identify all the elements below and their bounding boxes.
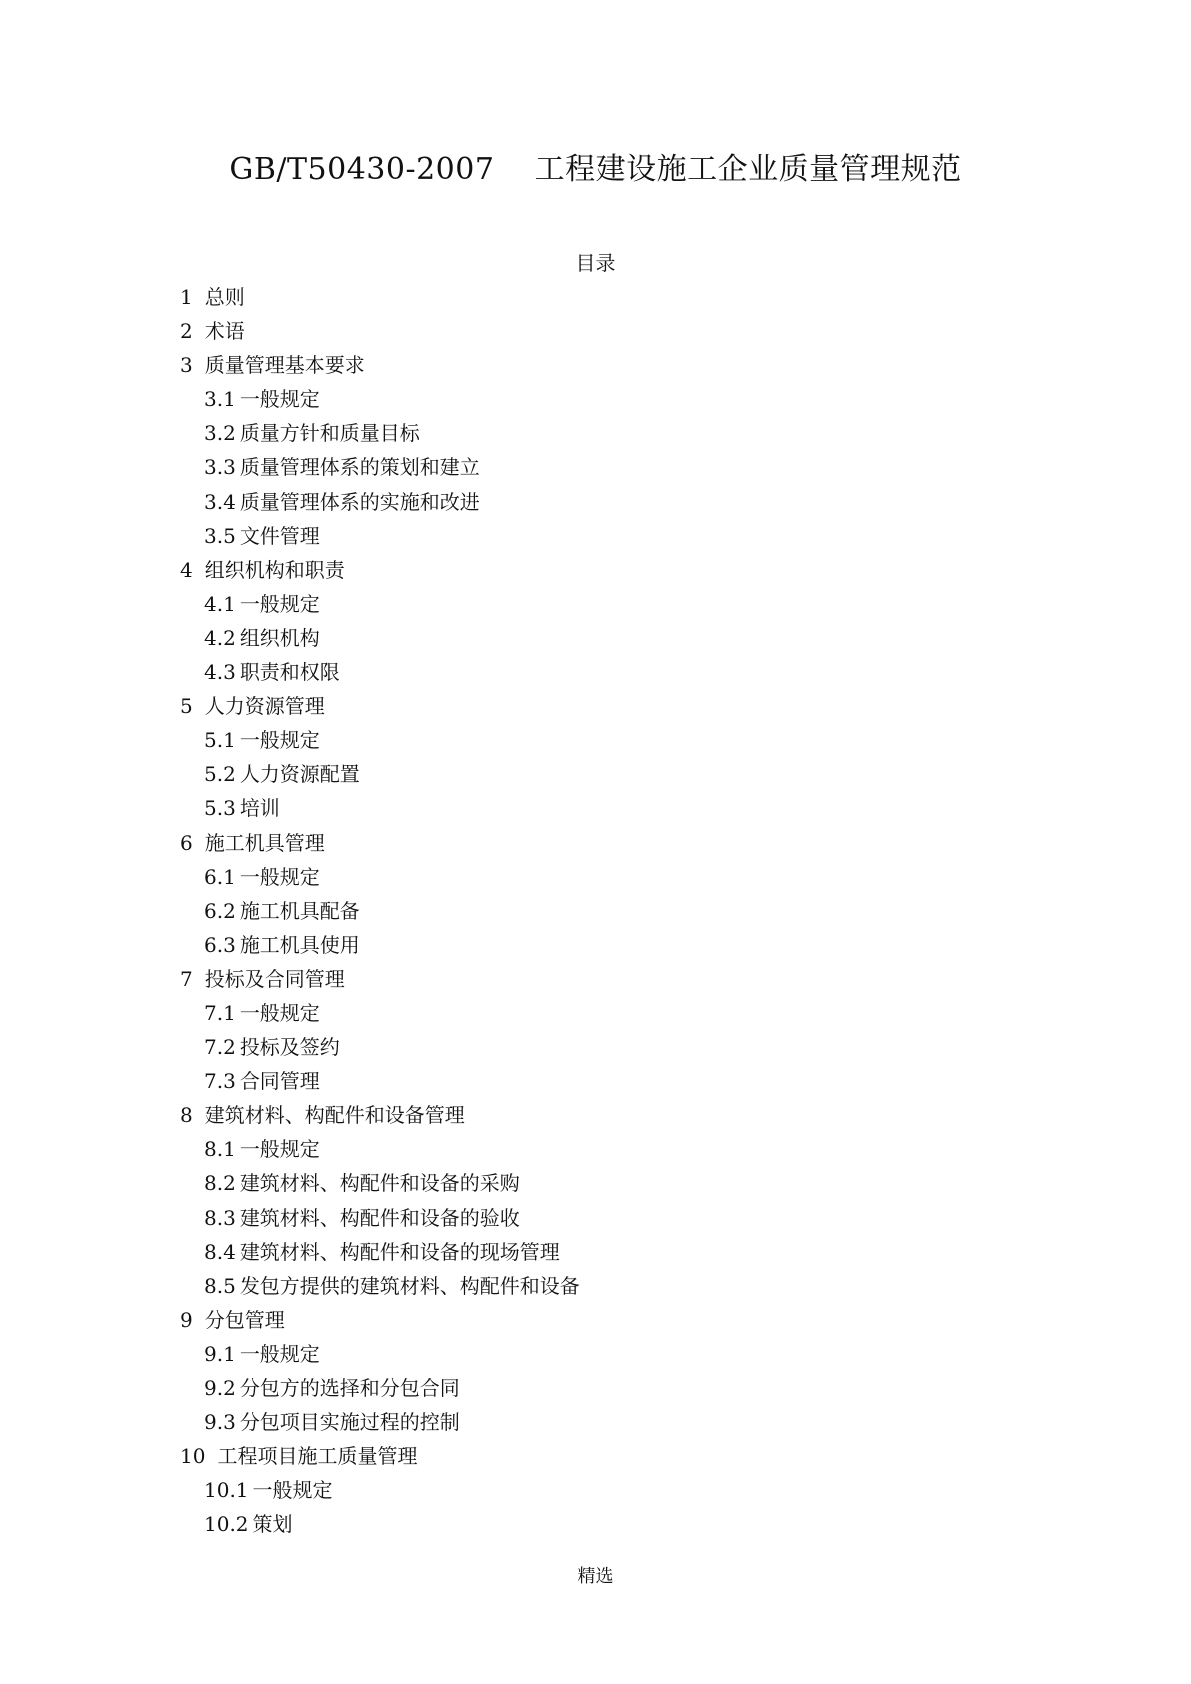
toc-section: [180, 587, 1080, 621]
toc-chapter: [180, 553, 1080, 587]
toc-number: 3.4: [204, 489, 236, 514]
page-footer: 精选: [577, 1566, 614, 1587]
toc-title: 建筑材料、构配件和设备的采购: [239, 1171, 520, 1196]
toc-title: 合同管理: [239, 1069, 320, 1094]
toc-section: [180, 757, 1080, 791]
toc-number: 3.1: [204, 387, 236, 412]
toc-chapter: [180, 826, 1080, 860]
toc-number: 8.4: [204, 1239, 236, 1264]
toc-title: 质量管理体系的策划和建立: [239, 455, 480, 480]
toc-title: 一般规定: [239, 591, 320, 616]
toc-number: 8.1: [204, 1137, 236, 1162]
toc-title: 建筑材料、构配件和设备的验收: [239, 1205, 520, 1230]
toc-number: 7.1: [204, 1000, 236, 1025]
toc-section: [180, 1269, 1080, 1303]
toc-title: 一般规定: [239, 1000, 320, 1025]
toc-section: [180, 860, 1080, 894]
toc-title: 建筑材料、构配件和设备的现场管理: [239, 1239, 560, 1264]
toc-number: 7.3: [204, 1069, 236, 1094]
toc-section: [180, 1507, 1080, 1541]
table-of-contents: [180, 280, 1080, 1541]
toc-heading: 目录: [575, 251, 616, 275]
toc-section: [180, 1405, 1080, 1439]
toc-section: [180, 723, 1080, 757]
toc-number: 4.3: [204, 660, 236, 685]
toc-number: 10: [180, 1444, 206, 1469]
toc-title: 人力资源管理: [204, 694, 325, 719]
toc-section: [180, 928, 1080, 962]
toc-number: 8.2: [204, 1171, 236, 1196]
toc-title: 工程项目施工质量管理: [217, 1444, 418, 1469]
toc-chapter: [180, 280, 1080, 314]
toc-title: 文件管理: [239, 523, 320, 548]
toc-number: 6: [180, 830, 193, 855]
toc-title: 总则: [204, 285, 245, 309]
toc-number: 4.1: [204, 591, 236, 616]
toc-title: 施工机具管理: [204, 830, 325, 855]
toc-title: 组织机构: [239, 625, 320, 650]
toc-title: 组织机构和职责: [204, 557, 345, 582]
toc-title: 发包方提供的建筑材料、构配件和设备: [239, 1273, 580, 1298]
toc-section: [180, 1166, 1080, 1200]
toc-number: 9.2: [204, 1376, 236, 1400]
toc-number: 3.2: [204, 421, 236, 446]
toc-section: [180, 519, 1080, 553]
toc-title: 职责和权限: [239, 660, 340, 685]
toc-number: 4: [180, 557, 193, 582]
toc-number: 1: [180, 285, 193, 309]
toc-title: 一般规定: [252, 1478, 333, 1503]
toc-section: [180, 416, 1080, 450]
toc-number: 5: [180, 694, 193, 719]
toc-section: [180, 1201, 1080, 1235]
toc-number: 8.5: [204, 1273, 236, 1298]
toc-title: 投标及签约: [239, 1035, 340, 1060]
toc-section: [180, 1030, 1080, 1064]
toc-section: [180, 1132, 1080, 1166]
toc-section: [180, 1371, 1080, 1405]
toc-chapter: [180, 962, 1080, 996]
toc-title: 一般规定: [239, 1137, 320, 1162]
toc-number: 5.2: [204, 762, 236, 787]
toc-section: [180, 621, 1080, 655]
document-title: GB/T50430-2007 工程建设施工企业质量管理规范: [229, 152, 962, 187]
toc-section: [180, 791, 1080, 825]
toc-title: 培训: [239, 796, 280, 821]
toc-title: 策划: [252, 1512, 293, 1537]
toc-title: 施工机具配备: [239, 898, 360, 923]
toc-number: 10.1: [204, 1478, 249, 1503]
toc-number: 6.3: [204, 932, 236, 957]
toc-number: 9.1: [204, 1341, 236, 1366]
toc-section: [180, 485, 1080, 519]
toc-section: [180, 450, 1080, 484]
toc-number: 3.5: [204, 523, 236, 548]
toc-chapter: [180, 689, 1080, 723]
toc-number: 6.2: [204, 898, 236, 923]
toc-title: 分包方的选择和分包合同: [239, 1376, 460, 1400]
toc-title: 分包管理: [204, 1307, 285, 1332]
toc-number: 3.3: [204, 455, 236, 480]
toc-number: 8.3: [204, 1205, 236, 1230]
toc-section: [180, 894, 1080, 928]
toc-title: 一般规定: [239, 387, 320, 412]
toc-title: 质量方针和质量目标: [239, 421, 420, 446]
toc-number: 2: [180, 319, 193, 344]
toc-title: 建筑材料、构配件和设备管理: [204, 1103, 465, 1128]
toc-chapter: [180, 1303, 1080, 1337]
toc-section: [180, 1473, 1080, 1507]
toc-number: 5.1: [204, 728, 236, 753]
toc-number: 8: [180, 1103, 193, 1128]
toc-title: 术语: [204, 319, 245, 344]
toc-chapter: [180, 348, 1080, 382]
toc-number: 7: [180, 966, 193, 991]
toc-chapter: [180, 314, 1080, 348]
toc-title: 分包项目实施过程的控制: [239, 1410, 460, 1435]
toc-title: 人力资源配置: [239, 762, 360, 787]
toc-section: [180, 382, 1080, 416]
toc-chapter: [180, 1439, 1080, 1473]
toc-number: 10.2: [204, 1512, 249, 1537]
toc-section: [180, 1235, 1080, 1269]
toc-section: [180, 655, 1080, 689]
toc-title: 施工机具使用: [239, 932, 360, 957]
toc-title: 质量管理基本要求: [204, 353, 365, 378]
toc-title: 投标及合同管理: [204, 966, 345, 991]
toc-number: 9.3: [204, 1410, 236, 1435]
toc-title: 一般规定: [239, 728, 320, 753]
toc-title: 质量管理体系的实施和改进: [239, 489, 480, 514]
toc-section: [180, 996, 1080, 1030]
toc-title: 一般规定: [239, 1341, 320, 1366]
toc-section: [180, 1064, 1080, 1098]
toc-number: 5.3: [204, 796, 236, 821]
toc-number: 6.1: [204, 864, 236, 889]
toc-section: [180, 1337, 1080, 1371]
toc-title: 一般规定: [239, 864, 320, 889]
toc-number: 3: [180, 353, 193, 378]
toc-number: 7.2: [204, 1035, 236, 1060]
toc-number: 4.2: [204, 625, 236, 650]
toc-number: 9: [180, 1307, 193, 1332]
toc-chapter: [180, 1098, 1080, 1132]
